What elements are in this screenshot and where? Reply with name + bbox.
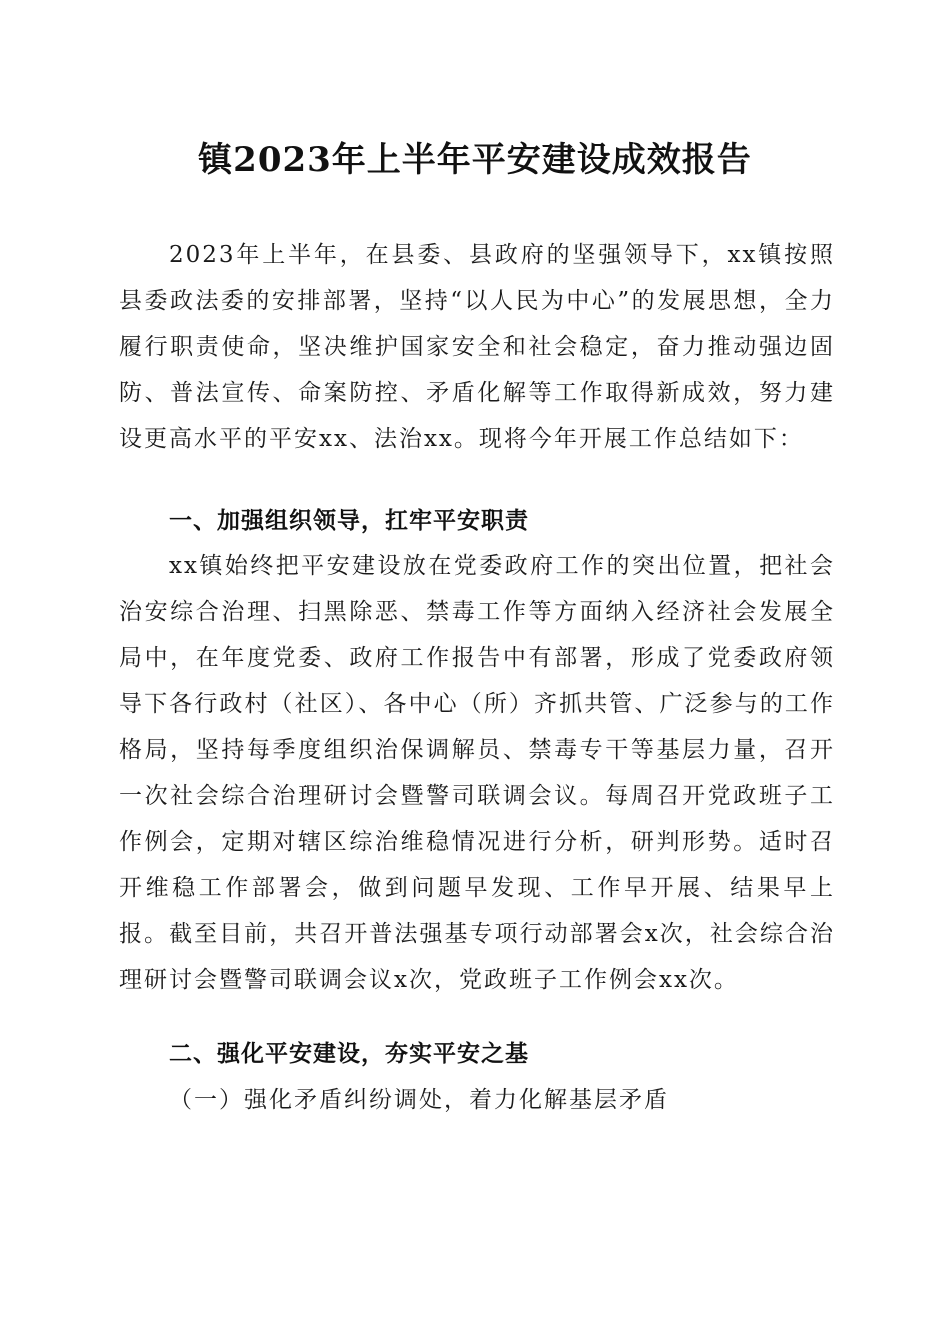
section-2-heading: 二、强化平安建设，夯实平安之基 (169, 1041, 529, 1067)
section-2-subheading: （一）强化矛盾纠纷调处，着力化解基层矛盾 (169, 1087, 669, 1113)
section-1-paragraph-text: xx镇始终把平安建设放在党委政府工作的突出位置，把社会治安综合治理、扫黑除恶、禁毒工作等方面纳入经济社会发展全局中，在年度党委、政府工作报告中有部署，形成了党委政府领导下各行政村（社区）、各中心（所）齐抓共管、广泛参与的工作格局，坚持每季度组织治保调解员、禁毒专干等基层力量，召开一次社会综合治理研讨会暨警司联调会议。每周召开党政班子工作例会，定期对辖区综治维稳情况进行分析，研判形势。适时召开维稳工作部署会，做到问题早发现、工作早开展、结果早上报。截至目前，共召开普法强基专项行动部署会x次，社会综合治理研讨会暨警司联调会议x次，党政班子工作例会xx次。 (119, 553, 835, 993)
intro-paragraph-text: 2023年上半年，在县委、县政府的坚强领导下，xx镇按照县委政法委的安排部署，坚持“以人民为中心”的发展思想，全力履行职责使命，坚决维护国家安全和社会稳定，奋力推动强边固防、普法宣传、命案防控、矛盾化解等工作取得新成效，努力建设更高水平的平安xx、法治xx。现将今年开展工作总结如下： (119, 242, 835, 452)
intro-paragraph (119, 232, 835, 462)
document-title: 镇2023年上半年平安建设成效报告 (198, 140, 752, 180)
section-1-paragraph (119, 543, 835, 1003)
section-1-heading: 一、加强组织领导，扛牢平安职责 (169, 508, 529, 534)
